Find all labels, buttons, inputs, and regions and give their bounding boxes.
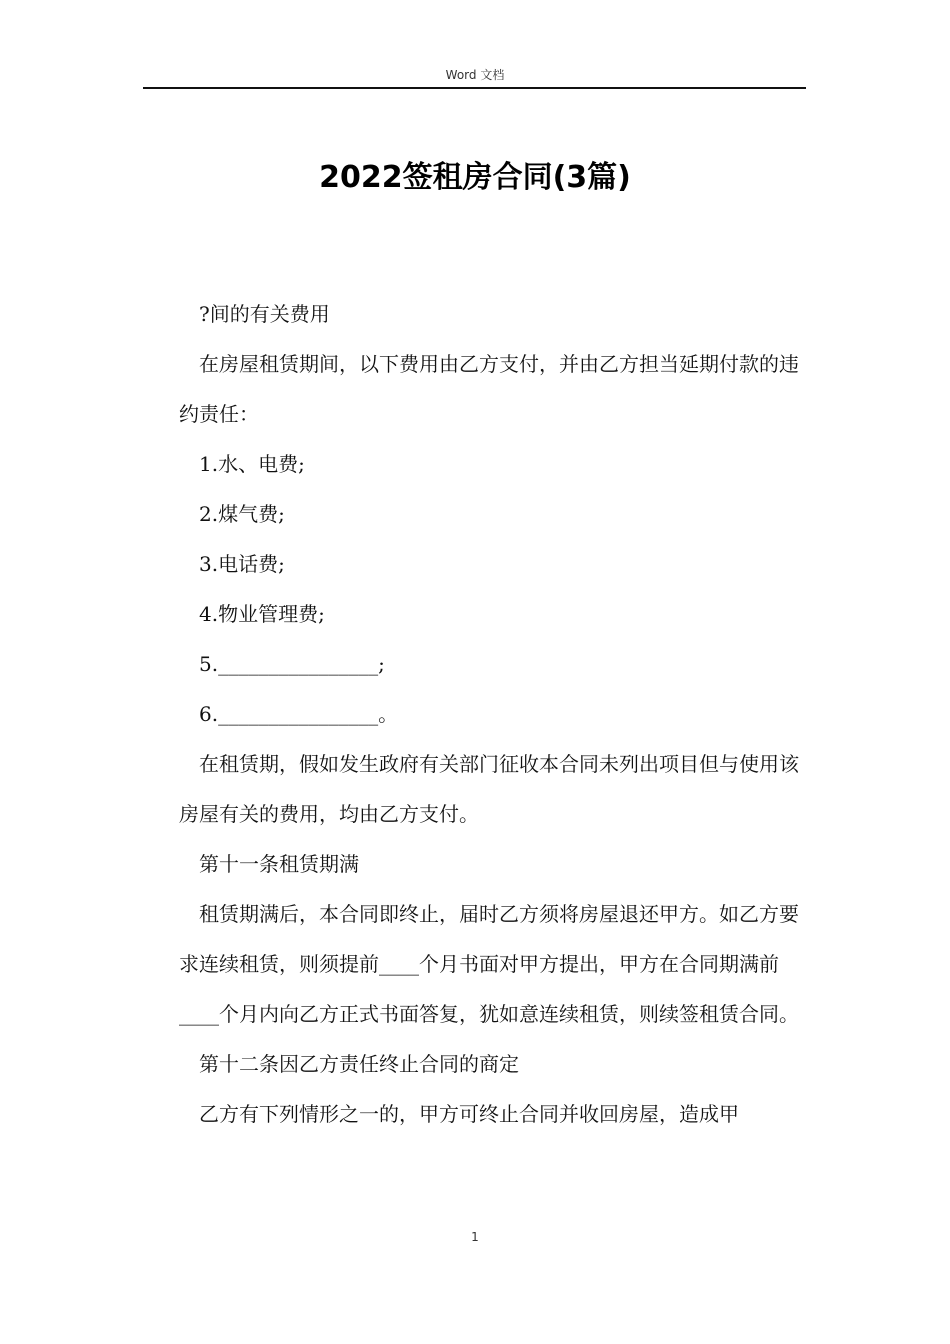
list-item: 2.煤气费; <box>199 502 285 526</box>
list-item: 6.________________。 <box>199 702 399 726</box>
document-title: 2022签租房合同(3篇) <box>319 160 631 195</box>
list-item: 5.________________; <box>199 652 385 676</box>
document-body <box>179 289 804 1139</box>
paragraph: 租赁期满后，本合同即终止，届时乙方须将房屋退还甲方。如乙方要求连续租赁，则须提前____个月书面对甲方提出，甲方在合同期满前____个月内向乙方正式书面答复，犹如意连续租赁，则续签租赁合同。 <box>179 902 799 1026</box>
page-header-label: Word 文档 <box>445 68 505 82</box>
list-item: 4.物业管理费; <box>199 602 325 626</box>
paragraph: ?间的有关费用 <box>199 302 330 326</box>
page-number: 1 <box>471 1230 479 1244</box>
paragraph: 在房屋租赁期间，以下费用由乙方支付，并由乙方担当延期付款的违约责任： <box>179 352 799 426</box>
paragraph: 在租赁期，假如发生政府有关部门征收本合同未列出项目但与使用该房屋有关的费用，均由乙方支付。 <box>179 752 799 826</box>
list-item: 3.电话费; <box>199 552 285 576</box>
section-heading: 第十一条租赁期满 <box>199 852 359 876</box>
section-heading: 第十二条因乙方责任终止合同的商定 <box>199 1052 519 1076</box>
list-item: 1.水、电费; <box>199 452 305 476</box>
paragraph: 乙方有下列情形之一的，甲方可终止合同并收回房屋，造成甲 <box>199 1102 739 1126</box>
header-divider <box>143 87 806 89</box>
